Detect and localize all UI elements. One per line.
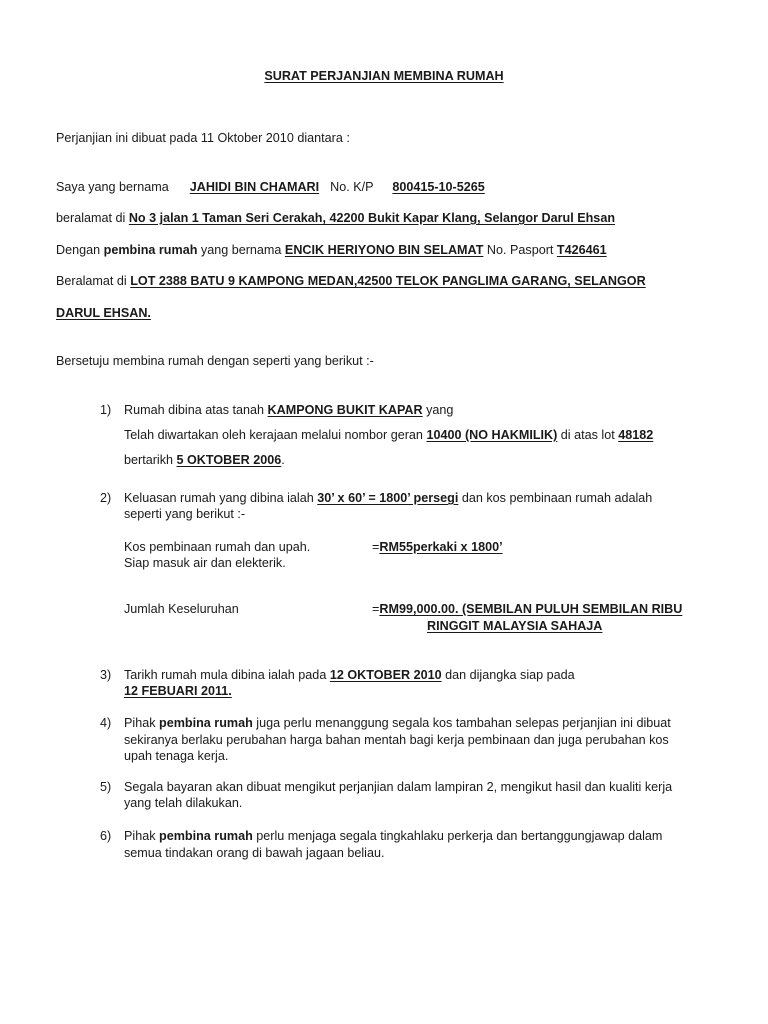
party2-lead: Dengan: [56, 243, 101, 257]
document-title: SURAT PERJANJIAN MEMBINA RUMAH: [264, 69, 504, 83]
party2-addr-lead: Beralamat di: [56, 274, 127, 288]
item3-number: 3): [100, 668, 112, 682]
item6-text-b: perlu menjaga segala tingkahlaku perkerja dan bertanggungjawap dalam: [256, 829, 663, 843]
party1-name: JAHIDI BIN CHAMARI: [189, 180, 320, 194]
item1-text-d: di atas lot: [560, 428, 615, 442]
item4-number: 4): [100, 716, 112, 730]
total-label: Jumlah Keseluruhan: [124, 602, 239, 616]
item1-lot: 48182: [618, 428, 654, 442]
item2-text-a: Keluasan rumah yang dibina ialah: [124, 491, 314, 505]
item2-size: 30’ x 60’ = 1800’ persegi: [317, 491, 459, 505]
party2-address-line2: DARUL EHSAN.: [56, 306, 151, 320]
item4-text-b: juga perlu menanggung segala kos tambahan selepas perjanjian ini dibuat: [256, 716, 671, 730]
item2-number: 2): [100, 491, 112, 505]
item4-role: pembina rumah: [159, 716, 253, 730]
item3-text-a: Tarikh rumah mula dibina ialah pada: [124, 668, 327, 682]
agree-line: Bersetuju membina rumah dengan seperti yang berikut :-: [56, 354, 374, 368]
party1-addr-lead: beralamat di: [56, 211, 126, 225]
item1-text-e: bertarikh: [124, 453, 173, 467]
party2-mid: yang bernama: [200, 243, 282, 257]
party2-address-line1: LOT 2388 BATU 9 KAMPONG MEDAN,42500 TELOK PANGLIMA GARANG, SELANGOR: [130, 274, 646, 288]
item5-line2: yang telah dilakukan.: [124, 796, 243, 810]
item1-text-b: yang: [426, 403, 454, 417]
item1-line3: [124, 453, 285, 469]
item6-text-a: Pihak: [124, 829, 156, 843]
item3-line1: [124, 668, 575, 684]
party1-lead: Saya yang bernama: [56, 180, 169, 194]
total-value-2: RINGGIT MALAYSIA SAHAJA: [427, 619, 603, 633]
cost-label-1: Kos pembinaan rumah dan upah.: [124, 540, 311, 554]
party2-passport: T426461: [556, 243, 607, 257]
cost-label-2: Siap masuk air dan elekterik.: [124, 556, 286, 570]
item4-line3: upah tenaga kerja.: [124, 749, 229, 763]
item4-text-a: Pihak: [124, 716, 156, 730]
total-value-1: RM99,000.00. (SEMBILAN PULUH SEMBILAN RIBU: [379, 602, 683, 616]
party1-kp-label: No. K/P: [330, 180, 374, 194]
item6-number: 6): [100, 829, 112, 843]
item1-line1: [124, 403, 453, 419]
item1-geran: 10400 (NO HAKMILIK): [426, 428, 558, 442]
item1-text-f: .: [281, 453, 285, 467]
cost-value-line: [372, 540, 503, 556]
item6-line2: semua tindakan orang di bawah jagaan beliau.: [124, 846, 385, 860]
item1-line2: [124, 428, 653, 444]
party1-line: [56, 180, 485, 196]
item3-start-date: 12 OKTOBER 2010: [329, 668, 442, 682]
item6-line1: [124, 829, 662, 845]
total-equals: =: [372, 602, 380, 616]
party2-name: ENCIK HERIYONO BIN SELAMAT: [284, 243, 484, 257]
item1-text-a: Rumah dibina atas tanah: [124, 403, 265, 417]
item4-line1: [124, 716, 671, 732]
cost-value: RM55perkaki x 1800’: [379, 540, 503, 554]
party1-address: No 3 jalan 1 Taman Seri Cerakah, 42200 Bukit Kapar Klang, Selangor Darul Ehsan: [128, 211, 616, 225]
item1-text-c: Telah diwartakan oleh kerajaan melalui nombor geran: [124, 428, 423, 442]
cost-equals: =: [372, 540, 380, 554]
party1-address-line: [56, 211, 615, 227]
party1-kp: 800415-10-5265: [392, 180, 485, 194]
item4-line2: sekiranya berlaku perubahan harga bahan mentah bagi kerja pembinaan dan juga perubahan kos: [124, 733, 669, 747]
party2-passport-label: No. Pasport: [486, 243, 554, 257]
item5-line1: Segala bayaran akan dibuat mengikut perjanjian dalam lampiran 2, mengikut hasil dan kualiti kerja: [124, 780, 673, 794]
party2-address-line: [56, 274, 646, 290]
item2-line1: [124, 491, 652, 507]
item6-role: pembina rumah: [159, 829, 253, 843]
item1-date: 5 OKTOBER 2006: [176, 453, 282, 467]
item3-text-b: dan dijangka siap pada: [445, 668, 575, 682]
party2-line: [56, 243, 607, 259]
item3-end-date: 12 FEBUARI 2011.: [124, 684, 232, 698]
item2-line2: seperti yang berikut :-: [124, 507, 246, 521]
item2-text-b: dan kos pembinaan rumah adalah: [461, 491, 653, 505]
item1-number: 1): [100, 403, 112, 417]
total-value-line1: [372, 602, 682, 618]
item1-place: KAMPONG BUKIT KAPAR: [267, 403, 423, 417]
intro-line: Perjanjian ini dibuat pada 11 Oktober 2010 diantara :: [56, 131, 350, 145]
party2-role: pembina rumah: [103, 243, 198, 257]
item5-number: 5): [100, 780, 112, 794]
